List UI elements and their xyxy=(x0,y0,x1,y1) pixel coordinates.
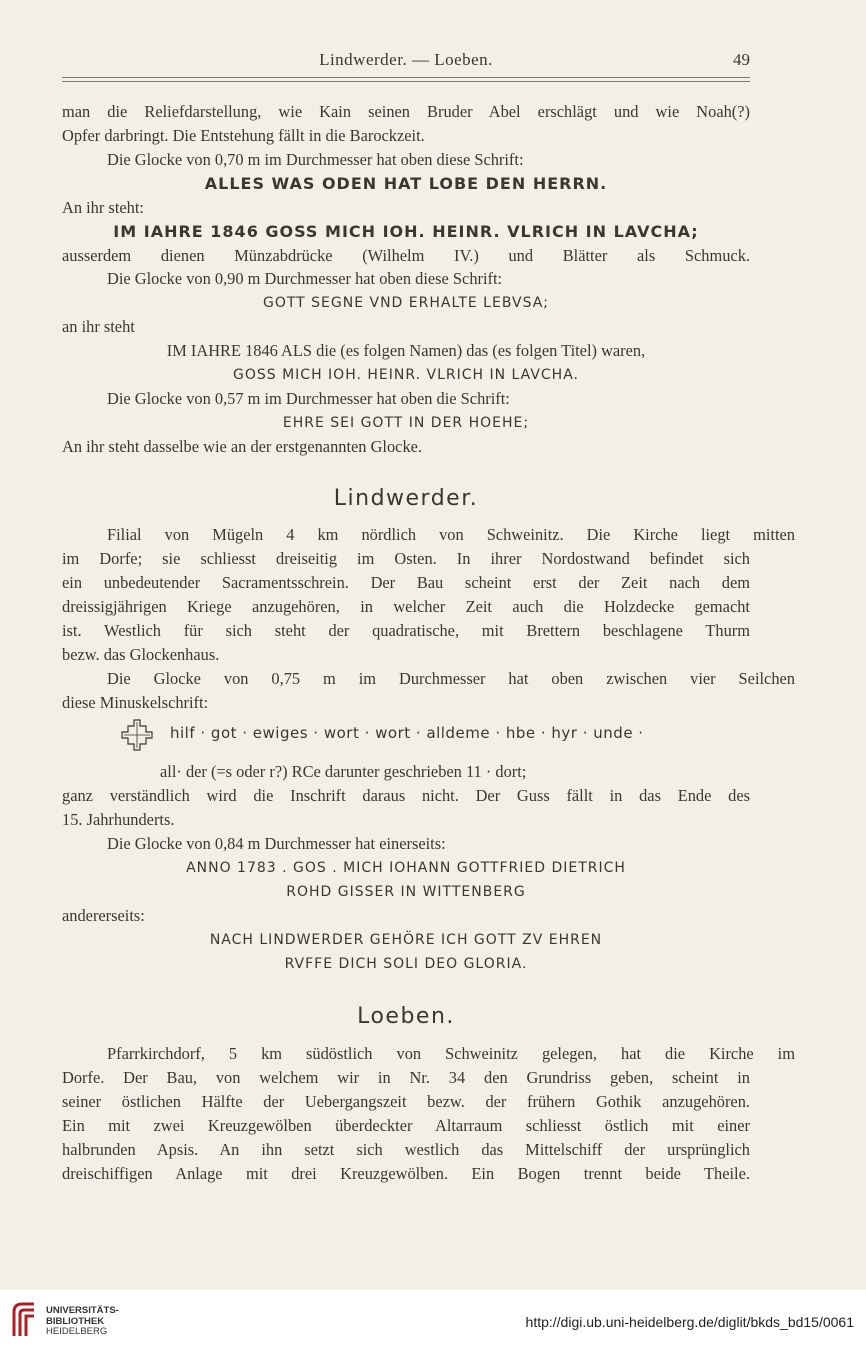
mixed-inscription-line: IM IAHRE 1846 ALS die (es folgen Namen) das (es folgen Titel) waren, xyxy=(166,341,646,360)
text-line: im Dorfe; sie schliesst dreiseitig im Osten. In ihrer Nordostwand befindet sich xyxy=(62,549,750,568)
text-line: ganz verständlich wird die Inschrift daraus nicht. Der Guss fällt in das Ende des xyxy=(62,786,750,805)
inscription-line: ANNO 1783 . GOS . MICH IOHANN GOTTFRIED DIETRICH xyxy=(186,860,626,876)
text-line: halbrunden Apsis. An ihn setzt sich westlich das Mittelschiff der ursprünglich xyxy=(62,1140,750,1159)
page-number: 49 xyxy=(733,50,750,69)
text-line: andererseits: xyxy=(62,906,145,925)
inscription-line: RVFFE DICH SOLI DEO GLORIA. xyxy=(284,956,528,972)
header-rule xyxy=(62,77,750,78)
text-line: Die Glocke von 0,90 m Durchmesser hat oben diese Schrift: xyxy=(107,269,503,288)
text-line: diese Minuskelschrift: xyxy=(62,693,209,712)
text-line: ausserdem dienen Münzabdrücke (Wilhelm IV.) und Blätter als Schmuck. xyxy=(62,246,750,265)
inscription-line: GOSS MICH IOH. HEINR. VLRICH IN LAVCHA. xyxy=(233,367,579,383)
minuscule-inscription: hilf · got · ewiges · wort · wort · alldeme · hbe · hyr · unde · xyxy=(170,724,644,742)
inscription-line: NACH LINDWERDER GEHÖRE ICH GOTT ZV EHREN xyxy=(209,932,603,948)
running-title: Lindwerder. — Loeben. xyxy=(319,50,493,69)
inscription-line: EHRE SEI GOTT IN DER HOEHE; xyxy=(282,415,530,431)
text-line: An ihr steht dasselbe wie an der erstgenannten Glocke. xyxy=(62,437,423,456)
logo-line-3: HEIDELBERG xyxy=(46,1326,108,1337)
text-line: all· der (=s oder r?) RCe darunter geschrieben 11 · dort; xyxy=(160,762,527,781)
text-line: dreischiffigen Anlage mit drei Kreuzgewölben. Ein Bogen trennt beide Theile. xyxy=(62,1164,750,1183)
text-line: ist. Westlich für sich steht der quadratische, mit Brettern beschlagene Thurm xyxy=(62,621,750,640)
text-line: seiner östlichen Hälfte der Uebergangszeit bezw. der frühern Gothik anzugehören. xyxy=(62,1092,750,1111)
inscription-line: ALLES WAS ODEN HAT LOBE DEN HERRN. xyxy=(204,174,608,193)
inscription-line: ROHD GISSER IN WITTENBERG xyxy=(286,884,526,900)
library-logo-icon xyxy=(10,1300,38,1340)
text-line: dreissigjährigen Kriege anzugehören, in welcher Zeit auch die Holzdecke gemacht xyxy=(62,597,750,616)
text-line: Ein mit zwei Kreuzgewölben überdeckter Altarraum schliesst östlich mit einer xyxy=(62,1116,750,1135)
inscription-line: IM IAHRE 1846 GOSS MICH IOH. HEINR. VLRICH IN LAVCHA; xyxy=(113,222,699,241)
text-line: bezw. das Glockenhaus. xyxy=(62,645,220,664)
logo-line-1: UNIVERSITÄTS- xyxy=(46,1305,119,1316)
text-line: Die Glocke von 0,57 m im Durchmesser hat oben die Schrift: xyxy=(107,389,510,408)
text-line: Pfarrkirchdorf, 5 km südöstlich von Schweinitz gelegen, hat die Kirche im xyxy=(107,1044,795,1063)
ornamental-cross-icon xyxy=(120,718,154,752)
text-line: Die Glocke von 0,84 m Durchmesser hat einerseits: xyxy=(107,834,446,853)
source-url-link[interactable]: http://digi.ub.uni-heidelberg.de/diglit/bkds_bd15/0061 xyxy=(525,1314,854,1330)
text-line: Opfer darbringt. Die Entstehung fällt in die Barockzeit. xyxy=(62,126,425,145)
text-line: Die Glocke von 0,75 m im Durchmesser hat oben zwischen vier Seilchen xyxy=(107,669,795,688)
footer-bar xyxy=(0,1290,866,1353)
text-line: 15. Jahrhunderts. xyxy=(62,810,175,829)
running-header xyxy=(62,50,750,74)
text-line: Die Glocke von 0,70 m im Durchmesser hat oben diese Schrift: xyxy=(107,150,524,169)
text-line: ein unbedeutender Sacramentsschrein. Der Bau scheint erst der Zeit nach dem xyxy=(62,573,750,592)
header-rule-2 xyxy=(62,81,750,82)
section-heading-lindwerder: Lindwerder. xyxy=(333,486,479,511)
library-logo-text xyxy=(46,1306,119,1338)
text-line: An ihr steht: xyxy=(62,198,144,217)
text-line: Dorfe. Der Bau, von welchem wir in Nr. 34 den Grundriss geben, scheint in xyxy=(62,1068,750,1087)
text-line: Filial von Mügeln 4 km nördlich von Schweinitz. Die Kirche liegt mitten xyxy=(107,525,795,544)
inscription-line: GOTT SEGNE VND ERHALTE LEBVSA; xyxy=(262,295,550,311)
logo-line-2: BIBLIOTHEK xyxy=(46,1315,105,1327)
text-line: an ihr steht xyxy=(62,317,135,336)
text-line: man die Reliefdarstellung, wie Kain seinen Bruder Abel erschlägt und wie Noah(?) xyxy=(62,102,750,121)
section-heading-loeben: Loeben. xyxy=(357,1004,455,1029)
